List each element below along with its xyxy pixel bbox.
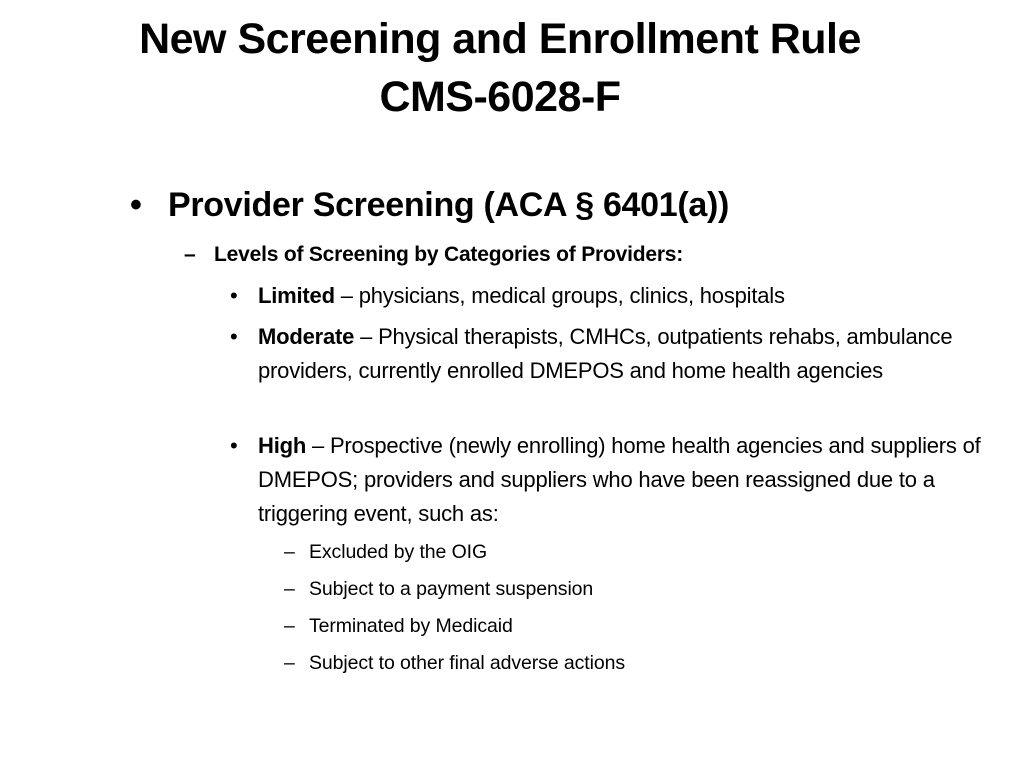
trigger-item — [284, 576, 593, 602]
level-term: High — [258, 433, 307, 458]
dash-icon: – — [284, 578, 295, 600]
bullet-icon: • — [130, 186, 142, 224]
trigger-item — [284, 539, 487, 565]
dash-icon: – — [184, 243, 196, 266]
level-description: – Prospective (newly enrolling) home health agencies and suppliers of DMEPOS; providers and suppliers who have been reassigned due to a triggering event, such as: — [258, 433, 981, 526]
level-high — [230, 429, 998, 531]
level-term: Moderate — [258, 324, 355, 349]
trigger-text: Terminated by Medicaid — [309, 615, 513, 637]
level-text — [258, 279, 998, 313]
trigger-item — [284, 650, 625, 676]
dash-icon: – — [284, 541, 295, 563]
bullet-icon: • — [230, 324, 238, 349]
trigger-text: Excluded by the OIG — [309, 541, 488, 563]
level-text — [258, 320, 998, 388]
bullet-icon: • — [230, 283, 238, 308]
trigger-text: Subject to a payment suspension — [309, 578, 594, 600]
trigger-text: Subject to other final adverse actions — [309, 652, 625, 674]
level-limited — [230, 279, 998, 313]
level-description: – Physical therapists, CMHCs, outpatients rehabs, ambulance providers, currently enrolled DMEPOS and home health agencies — [258, 324, 953, 383]
dash-icon: – — [284, 652, 295, 674]
bullet-icon: • — [230, 433, 238, 458]
subbullet-levels-of-screening — [184, 240, 683, 270]
bullet-provider-screening — [130, 183, 729, 227]
level-moderate — [230, 320, 998, 388]
slide-title-line-2: CMS-6028-F — [379, 73, 621, 121]
level-text — [258, 429, 998, 531]
bullet-text: Provider Screening (ACA § 6401(a)) — [168, 186, 730, 224]
dash-icon: – — [284, 615, 295, 637]
level-description: – physicians, medical groups, clinics, hospitals — [334, 283, 785, 308]
slide-title-line-1: New Screening and Enrollment Rule — [139, 15, 861, 63]
level-term: Limited — [258, 283, 335, 308]
subbullet-text: Levels of Screening by Categories of Providers: — [214, 243, 684, 266]
trigger-item — [284, 613, 513, 639]
